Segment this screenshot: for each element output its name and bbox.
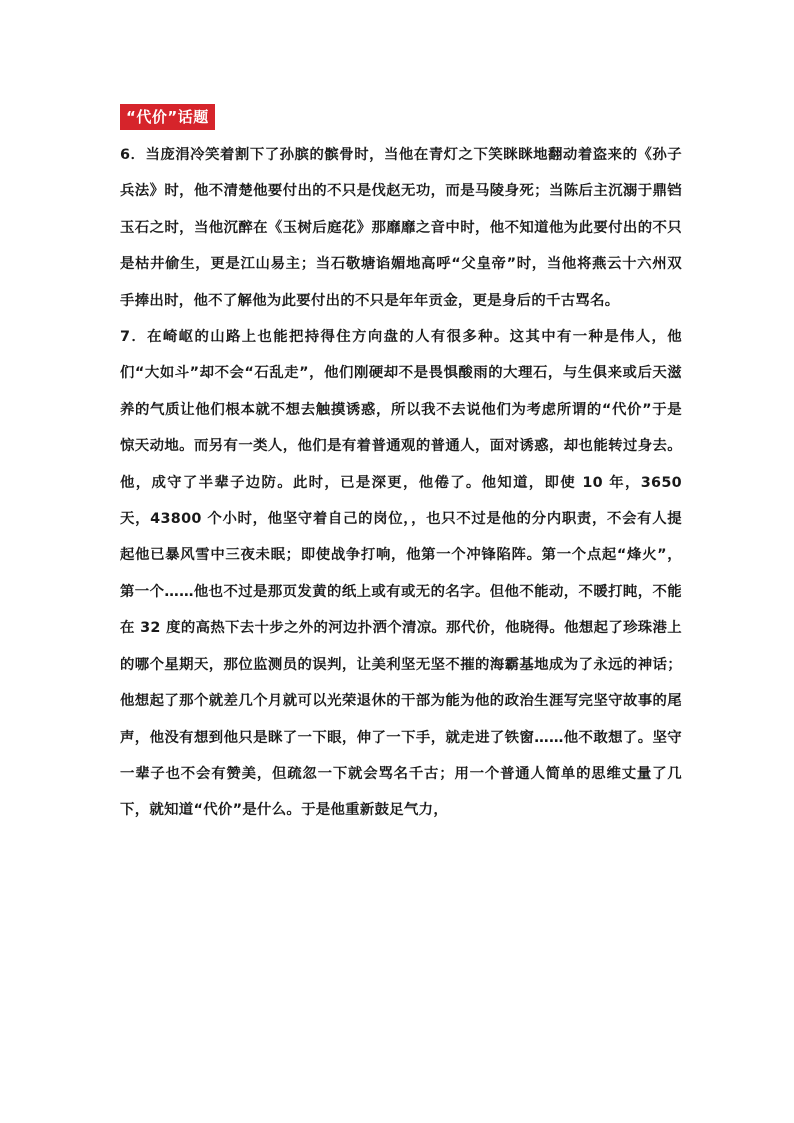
paragraph-7: [120, 319, 682, 829]
paragraph-text: 当庞涓冷笑着割下了孙膑的髌骨时，当他在青灯之下笑眯眯地翻动着盗来的《孙子兵法》时，他不清楚他要付出的不只是伐赵无功，而是马陵身死；当陈后主沉溺于鼎铛玉石之时，当他沉醉在《玉树后庭花》那靡靡之音中时，他不知道他为此要付出的不只是枯井偷生，更是江山易主；当石敬塘谄媚地高呼“父皇帝”时，当他将燕云十六州双手捧出时，他不了解他为此要付出的不只是年年贡金，更是身后的千古骂名。: [120, 147, 682, 309]
paragraph-text: 在崎岖的山路上也能把持得住方向盘的人有很多种。这其中有一种是伟人，他们“大如斗”却不会“石乱走”，他们刚硬却不是畏惧酸雨的大理石，与生俱来或后天滋养的气质让他们根本就不想去触摸诱惑，所以我不去说他们为考虑所谓的“代价”于是惊天动地。而另有一类人，他们是有着普通观的普通人，面对诱惑，却也能转过身去。他，成守了半辈子边防。此时，已是深更，他倦了。他知道，即使 10 年，3650 天，43800 个小时，他坚守着自己的岗位，，也只不过是他的分内职责，不会有人提起他已暴风雪中三夜未眠；即使战争打响，他第一个冲锋陷阵。第一个点起“烽火”，第一个……他也不过是那页发黄的纸上或有或无的名字。但他不能动，不暖打盹，不能在 32 度的高热下去十步之外的河边扑洒个清凉。那代价，他晓得。他想起了珍珠港上的哪个星期天，那位监测员的误判，让美利坚无坚不摧的海霸基地成为了永远的神话；他想起了那个就差几个月就可以光荣退休的干部为能为他的政治生涯写完坚守故事的尾声，他没有想到他只是眯了一下眼，伸了一下手，就走进了铁窗……他不敢想了。坚守一辈子也不会有赞美，但疏忽一下就会骂名千古；用一个普通人简单的思维丈量了几下，就知道“代价”是什么。于是他重新鼓足气力，: [120, 329, 682, 819]
paragraph-number: 7．: [120, 329, 148, 346]
topic-tag: “代价”话题: [120, 104, 215, 130]
document-body: [120, 137, 682, 829]
paragraph-6: [120, 137, 682, 319]
paragraph-number: 6．: [120, 147, 146, 163]
